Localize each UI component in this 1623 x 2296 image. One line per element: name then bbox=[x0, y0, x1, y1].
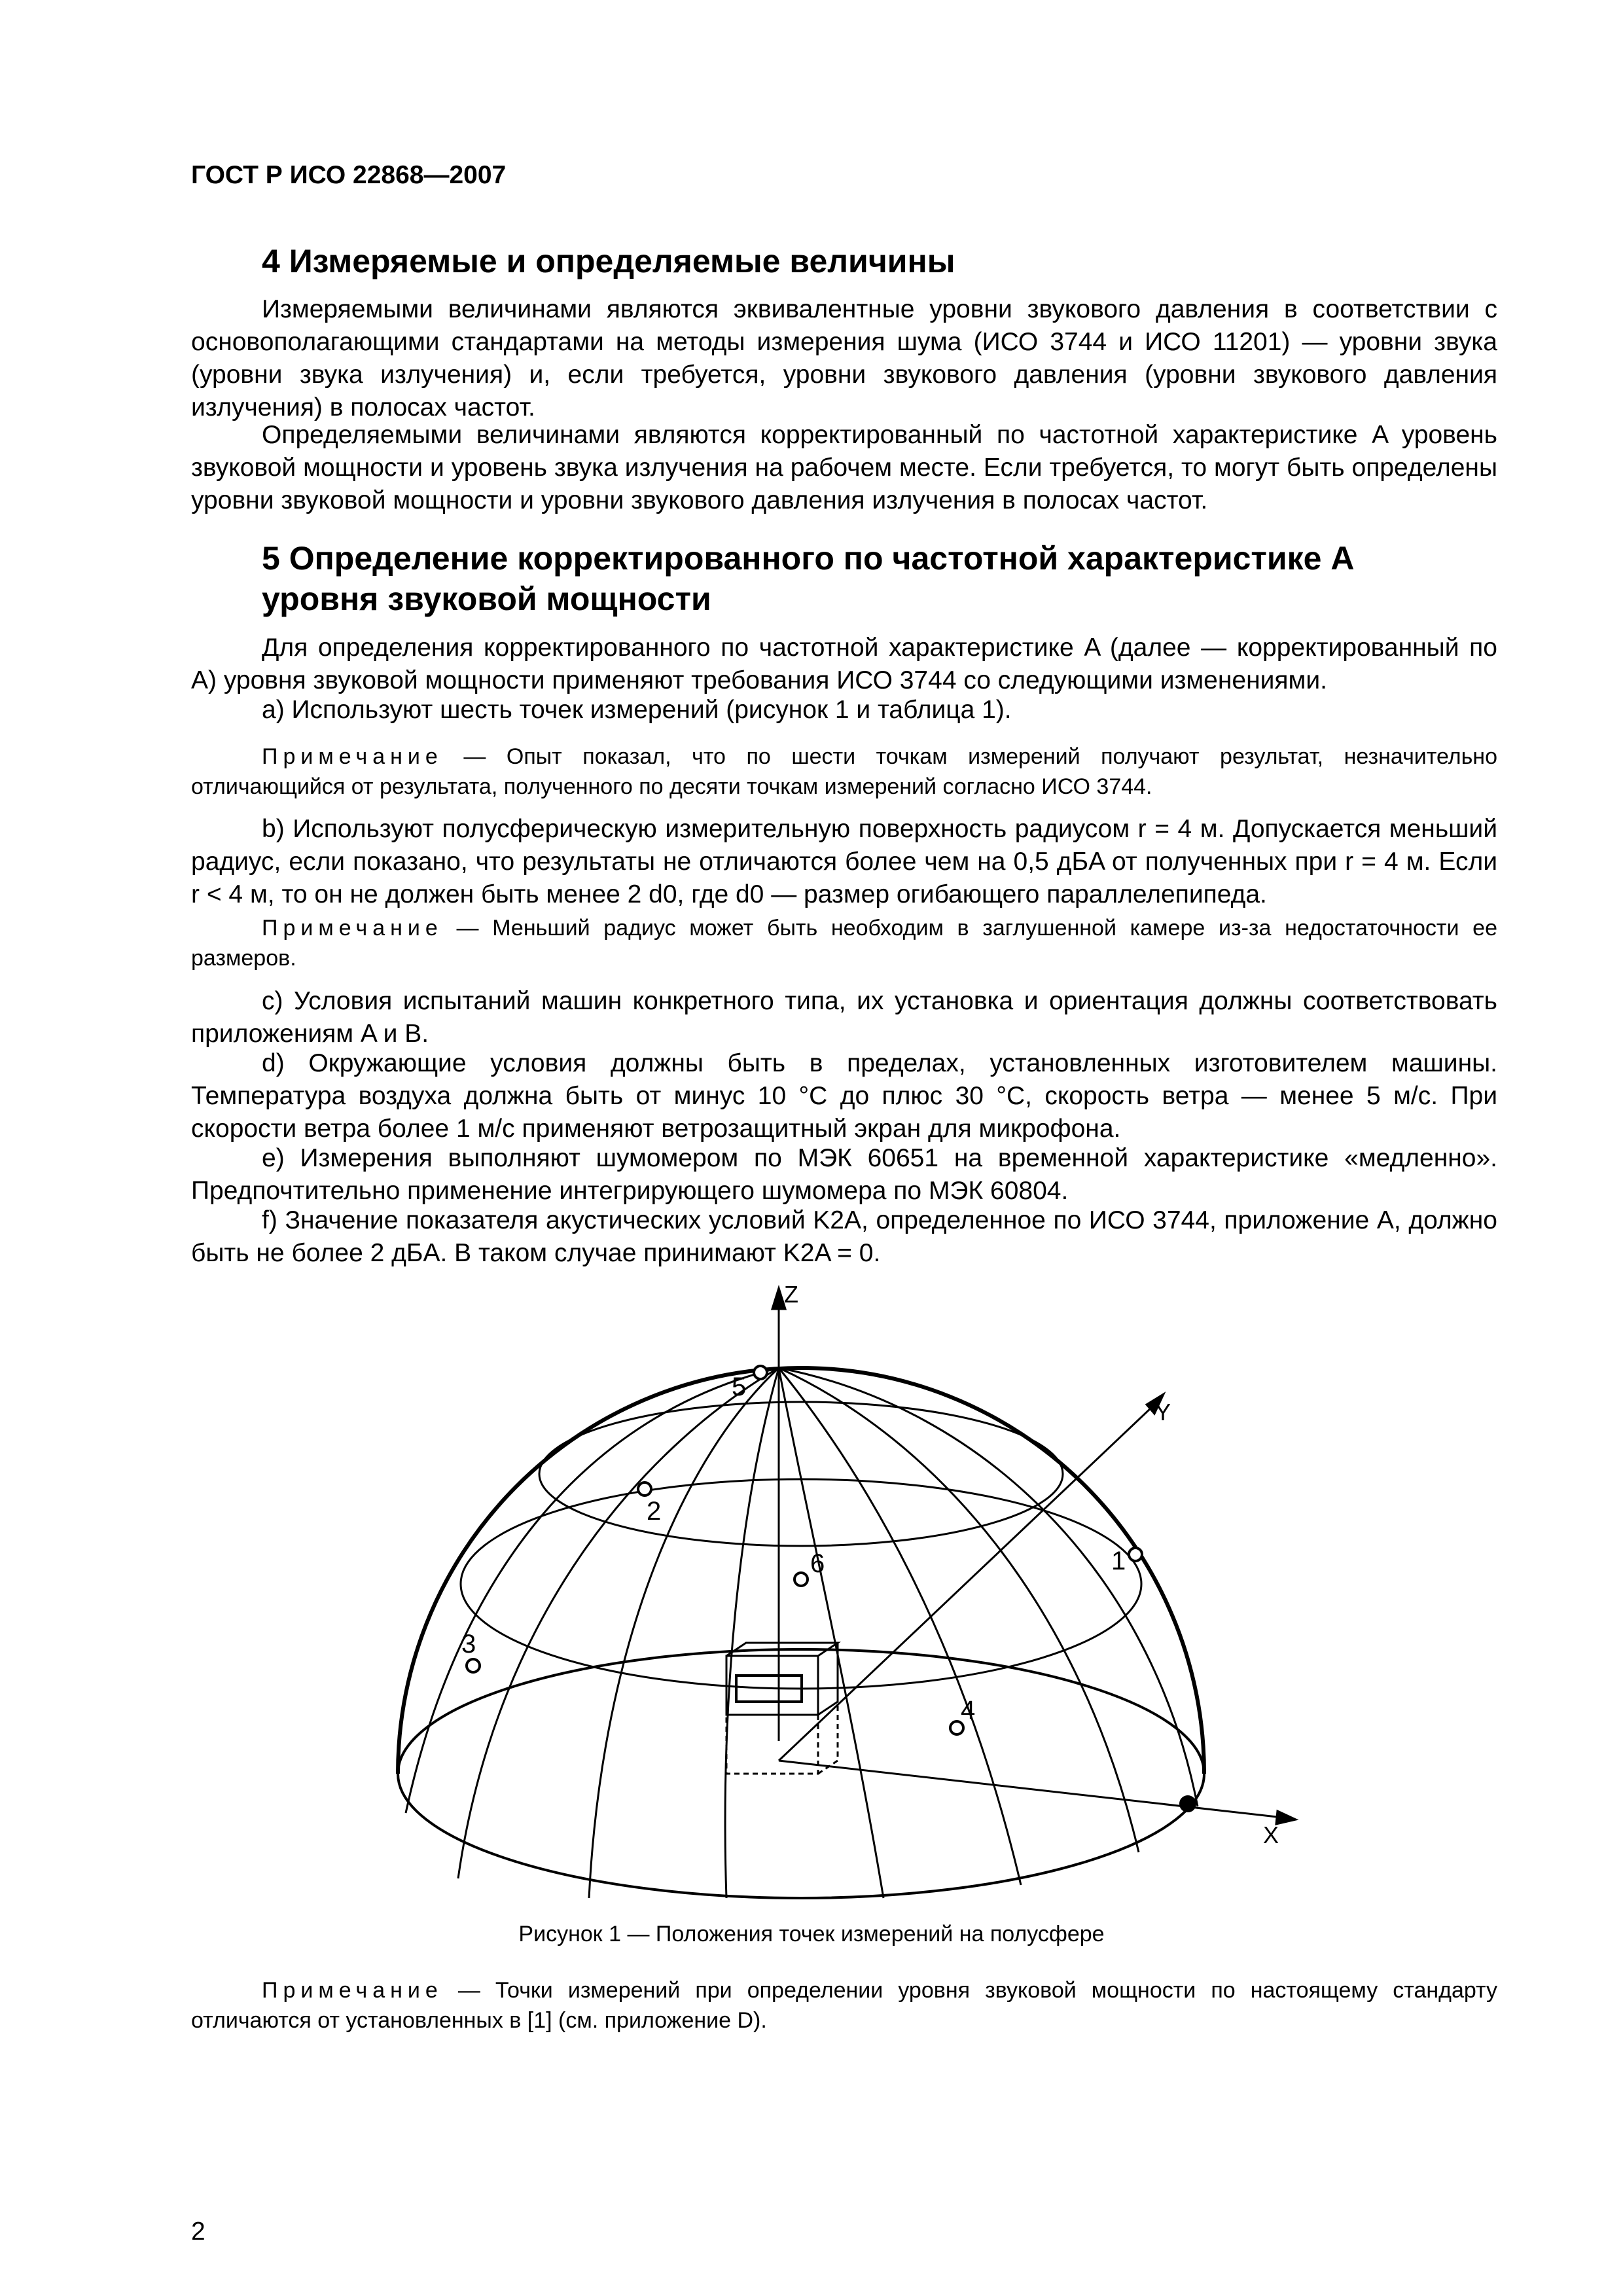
section-4-heading: 4 Измеряемые и определяемые величины bbox=[262, 243, 955, 279]
point-4-label: 4 bbox=[961, 1696, 976, 1725]
section-4-paragraph-1: Измеряемыми величинами являются эквивалентные уровни звукового давления в соответствии с основополагающими стандартами на методы измерения шума (ИСО 3744 и ИСО 11201) — уровни звука (уровни звука излучения) и, если требуется, уровни звукового давления (уровни звукового давления излучения) в полосах частот. bbox=[191, 295, 1497, 422]
y-axis-label: Y bbox=[1155, 1399, 1171, 1426]
figure-caption: Рисунок 1 — Положения точек измерений на полусфере bbox=[518, 1922, 1105, 1946]
page-number: 2 bbox=[191, 2217, 205, 2246]
item-a: a) Используют шесть точек измерений (рисунок 1 и таблица 1). bbox=[262, 696, 1012, 724]
note-2: Примечание — Меньший радиус может быть необходим в заглушенной камере из-за недостаточности ее размеров. bbox=[191, 916, 1497, 971]
point-1-label: 1 bbox=[1111, 1547, 1126, 1575]
item-b: b) Используют полусферическую измерительную поверхность радиусом r = 4 м. Допускается меньший радиус, если показано, что результаты не отличаются более чем на 0,5 дБA от полученных при r = 4 м. Если r < 4 м, то он не должен быть менее 2 d0, где d0 — размер огибающего параллелепипеда. bbox=[191, 815, 1497, 908]
note-1: Примечание — Опыт показал, что по шести точкам измерений получают результат, незначительно отличающийся от результата, полученного по десяти точкам измерений согласно ИСО 3744. bbox=[191, 744, 1497, 799]
point-5-marker bbox=[754, 1366, 767, 1379]
point-3-marker bbox=[467, 1659, 480, 1672]
point-2-label: 2 bbox=[647, 1497, 662, 1526]
z-axis-label: Z bbox=[784, 1281, 798, 1308]
point-5-label: 5 bbox=[732, 1372, 747, 1401]
section-5-heading-line-1: 5 Определение корректированного по частотной характеристике A bbox=[262, 540, 1355, 577]
item-e: e) Измерения выполняют шумомером по МЭК 60651 на временной характеристике «медленно». Предпочтительно применение интегрирующего шумомера по МЭК 60804. bbox=[191, 1144, 1497, 1205]
point-2-marker bbox=[638, 1482, 651, 1496]
hemisphere-outline bbox=[398, 1368, 1204, 1774]
x-axis-label: X bbox=[1263, 1821, 1279, 1848]
item-d: d) Окружающие условия должны быть в пределах, установленных изготовителем машины. Температура воздуха должна быть от минус 10 °C до плюс 30 °C, скорость ветра — менее 5 м/с. При скорости ветра более 1 м/с применяют ветрозащитный экран для микрофона. bbox=[191, 1049, 1497, 1143]
note-3: Примечание — Точки измерений при определении уровня звуковой мощности по настоящему стандарту отличаются от установленных в [1] (см. приложение D). bbox=[191, 1978, 1497, 2033]
point-3-label: 3 bbox=[461, 1630, 476, 1659]
x-axis bbox=[779, 1761, 1283, 1818]
section-5-intro: Для определения корректированного по частотной характеристике A (далее — корректированный по A) уровня звуковой мощности применяют требования ИСО 3744 со следующими изменениями. bbox=[191, 634, 1497, 694]
x-axis-point-marker bbox=[1181, 1797, 1195, 1811]
point-6-label: 6 bbox=[810, 1549, 825, 1578]
document-header: ГОСТ Р ИСО 22868—2007 bbox=[191, 161, 507, 189]
section-5-heading-line-2: уровня звуковой мощности bbox=[262, 581, 711, 617]
point-6-marker bbox=[794, 1573, 808, 1586]
item-c: c) Условия испытаний машин конкретного типа, их установка и ориентация должны соответствовать приложениям A и B. bbox=[191, 987, 1497, 1048]
section-4-paragraph-2: Определяемыми величинами являются корректированный по частотной характеристике A уровень звуковой мощности и уровень звука излучения на рабочем месте. Если требуется, то могут быть определены уровни звуковой мощности и уровни звукового давления излучения в полосах частот. bbox=[191, 421, 1497, 514]
item-f: f) Значение показателя акустических условий K2A, определенное по ИСО 3744, приложение A, должно быть не более 2 дБA. В таком случае принимают K2A = 0. bbox=[191, 1206, 1497, 1267]
point-1-marker bbox=[1129, 1548, 1142, 1561]
